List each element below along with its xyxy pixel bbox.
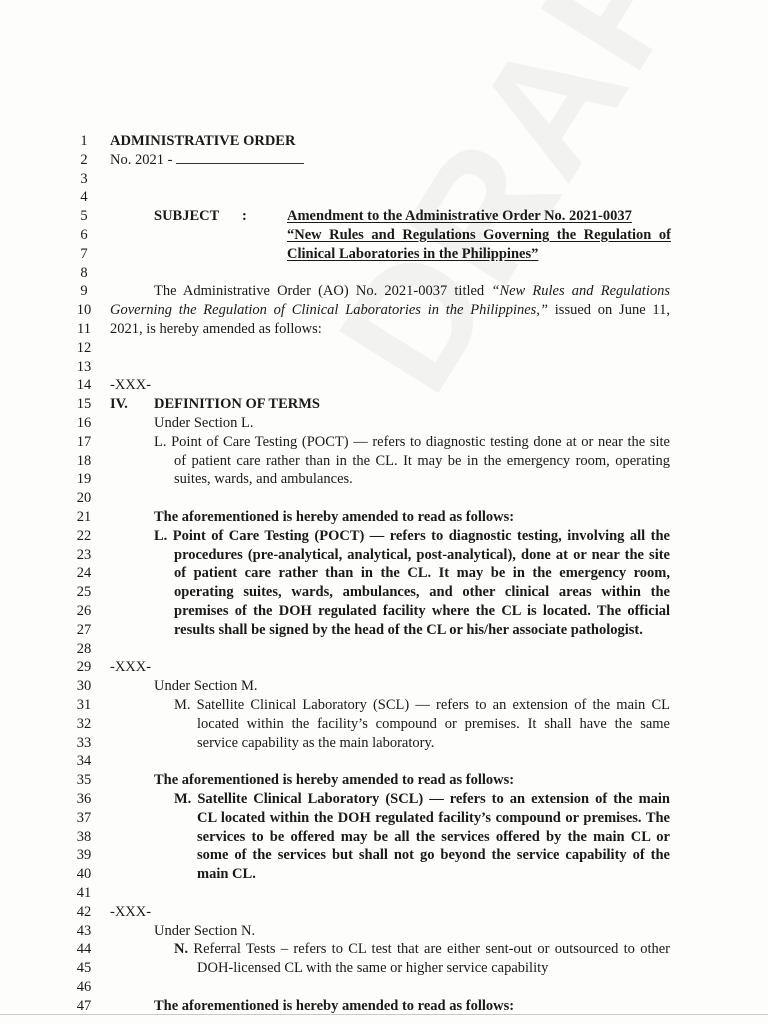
line-text: [197, 959, 548, 977]
document-line: [66, 696, 706, 714]
line-number: 35: [76, 772, 92, 789]
line-number: 42: [76, 903, 92, 920]
document-line: [66, 546, 706, 564]
document-line: [66, 151, 706, 169]
document-line: [66, 264, 706, 282]
text-run: some of the services but shall not go beyond the service capability of the: [197, 847, 670, 864]
line-text: [110, 132, 295, 150]
document-line: [66, 884, 706, 902]
text-run: The aforementioned is hereby amended to read as follows:: [154, 772, 515, 789]
line-number: 3: [80, 170, 88, 187]
document-line: [66, 978, 706, 996]
line-number: 9: [80, 283, 88, 300]
document-line: [66, 188, 706, 206]
document-line: [66, 790, 706, 808]
line-text: [154, 527, 670, 545]
text-run: procedures (pre-analytical, analytical, post-analytical), done at or near the site: [174, 546, 670, 563]
line-number: 6: [80, 227, 88, 243]
text-run: M. Satellite Clinical Laboratory (SCL) — refers to an extension of the main: [174, 791, 670, 807]
line-text: [174, 470, 353, 488]
line-number: 28: [76, 640, 92, 657]
document-line: [66, 621, 706, 639]
line-text: [154, 433, 670, 451]
text-run: Referral Tests – refers to CL test that are either sent-out or outsourced to other: [188, 941, 670, 958]
text-run: operating suites, wards, ambulances, and other clinical areas within the: [174, 584, 670, 601]
line-number: 37: [76, 809, 92, 826]
text-run: Under Section L.: [154, 415, 254, 431]
text-run: service capability as the main laboratory.: [197, 734, 435, 751]
text-run: of patient care rather than in the CL. It may be in the emergency room, operating: [174, 452, 670, 469]
line-number: 18: [76, 452, 92, 469]
document-line: [66, 865, 706, 883]
line-number: 19: [76, 471, 92, 488]
line-number: 17: [76, 433, 92, 450]
line-text: [197, 865, 256, 883]
document-line: [66, 452, 706, 470]
line-number: 40: [76, 866, 92, 883]
line-number: 34: [76, 753, 92, 770]
line-text: Clinical Laboratories in the Philippines”: [287, 245, 539, 262]
text-run: M. Satellite Clinical Laboratory (SCL) — refers to an extension of the main CL: [174, 697, 670, 713]
line-text: [197, 828, 670, 846]
line-number: 10: [76, 302, 92, 319]
document-line: [66, 809, 706, 827]
line-text: :: [242, 208, 247, 225]
line-number: 11: [77, 321, 91, 337]
line-text: IV.: [110, 396, 128, 413]
line-number: 44: [76, 941, 92, 958]
line-number: 12: [76, 339, 92, 356]
text-run: -XXX-: [110, 659, 152, 676]
text-run: issued on June 11,: [548, 302, 670, 319]
document-line: [66, 583, 706, 601]
document-line: [66, 640, 706, 658]
text-run: “New Rules and Regulations: [491, 283, 670, 300]
document-line: [66, 997, 706, 1015]
document-line: [66, 602, 706, 620]
text-run: Governing the Regulation of Clinical Laboratories in the Philippines,”: [110, 302, 548, 319]
line-number: 8: [80, 264, 88, 281]
line-text: [110, 320, 322, 338]
document-line: [66, 376, 706, 394]
line-text: [154, 677, 258, 695]
page-bottom-edge: [0, 1014, 768, 1015]
document-line: [66, 132, 706, 150]
line-text: [154, 508, 514, 526]
line-number: 2: [80, 151, 88, 168]
line-number: 38: [76, 828, 92, 845]
document-line: [66, 846, 706, 864]
line-number: 24: [76, 565, 92, 582]
text-run: L. Point of Care Testing (POCT) — refers to diagnostic testing, involving all the: [154, 527, 670, 544]
text-run: results shall be signed by the head of the CL or his/her associate pathologist.: [174, 621, 643, 638]
line-number: 39: [76, 847, 92, 864]
order-number-blank: [176, 151, 304, 164]
document-line: [66, 677, 706, 695]
line-number: 23: [76, 546, 92, 563]
text-run: N.: [174, 941, 189, 958]
line-text: [154, 282, 670, 300]
document-line: [66, 734, 706, 752]
line-number: 36: [76, 791, 92, 807]
document-line: [66, 508, 706, 526]
document-line: [66, 752, 706, 770]
document-line: [66, 282, 706, 300]
document-line: [66, 395, 706, 413]
document-line: [66, 320, 706, 338]
document-line: [66, 301, 706, 319]
line-text: [154, 922, 255, 940]
document-line: [66, 433, 706, 451]
line-number: 46: [76, 979, 92, 995]
line-number: 7: [80, 245, 88, 262]
document-line: [66, 414, 706, 432]
line-text: [110, 376, 151, 394]
text-run: Under Section N.: [154, 922, 256, 939]
line-number: 22: [76, 527, 92, 544]
line-text: [154, 997, 514, 1015]
line-text: [174, 546, 670, 564]
line-number: 45: [76, 960, 92, 977]
text-run: CL located within the DOH regulated facility’s compound or premises. The: [197, 809, 670, 826]
line-number: 16: [76, 415, 92, 431]
line-number: 15: [76, 396, 92, 413]
line-number: 47: [76, 997, 92, 1014]
text-run: -XXX-: [110, 903, 152, 920]
line-number: 5: [80, 208, 88, 225]
text-run: main CL.: [197, 866, 256, 883]
text-run: premises of the DOH regulated facility where the CL is located. The official: [174, 603, 670, 619]
line-number: 4: [80, 189, 88, 206]
text-run: services to be offered may be all the services offered by the main CL or: [197, 828, 670, 845]
text-run: L. Point of Care Testing (POCT) — refers to diagnostic testing done at or near the site: [154, 433, 670, 450]
document-line: [66, 470, 706, 488]
text-run: Under Section M.: [154, 678, 258, 695]
line-number: 20: [76, 490, 92, 507]
line-text: [197, 734, 434, 752]
line-number: 21: [76, 509, 92, 525]
line-text: [154, 414, 253, 432]
line-text: [174, 790, 670, 808]
line-number: 29: [76, 659, 92, 676]
text-run: of patient care rather than in the CL. It may be in the emergency room,: [174, 565, 670, 582]
line-text: [110, 658, 151, 676]
line-number: 1: [80, 133, 88, 149]
line-number: 26: [76, 603, 92, 619]
line-number: 30: [76, 678, 92, 695]
line-text: DEFINITION OF TERMS: [154, 396, 320, 413]
line-text: [174, 452, 670, 470]
text-run: The aforementioned is hereby amended to read as follows:: [154, 509, 515, 525]
document-line: [66, 715, 706, 733]
document-line: [66, 527, 706, 545]
line-text: “New Rules and Regulations Governing the Regulation of: [287, 227, 671, 243]
text-run: The aforementioned is hereby amended to read as follows:: [154, 997, 515, 1014]
document-line: [66, 922, 706, 940]
line-number: 43: [76, 922, 92, 939]
text-run: suites, wards, and ambulances.: [174, 471, 353, 488]
line-text: [110, 301, 670, 319]
line-number: 25: [76, 584, 92, 601]
document-line: [66, 903, 706, 921]
line-text: [110, 903, 151, 921]
line-number: 13: [76, 358, 92, 375]
line-text: [174, 583, 670, 601]
line-text: [174, 696, 670, 714]
document-line: [66, 245, 706, 263]
line-text: [110, 151, 304, 169]
text-run: The Administrative Order (AO) No. 2021-0037 titled: [154, 283, 492, 300]
text-run: 2021, is hereby amended as follows:: [110, 321, 322, 337]
line-text: [174, 602, 670, 620]
document-line: [66, 771, 706, 789]
document-line: [66, 207, 706, 225]
document-line: [66, 226, 706, 244]
line-text: [154, 771, 514, 789]
document-line: [66, 358, 706, 376]
document-line: [66, 658, 706, 676]
document-line: [66, 170, 706, 188]
line-number: 41: [76, 885, 92, 901]
text-run: -XXX-: [110, 377, 152, 394]
line-number: 14: [76, 377, 92, 394]
line-text: [197, 846, 670, 864]
line-number: 27: [76, 621, 92, 638]
document-line: [66, 339, 706, 357]
line-text: Amendment to the Administrative Order No. 2021-0037: [287, 208, 632, 225]
line-text: [174, 940, 670, 958]
document-line: [66, 564, 706, 582]
line-text: [174, 564, 670, 582]
line-number: 32: [76, 715, 92, 732]
document-line: [66, 940, 706, 958]
document-line: [66, 828, 706, 846]
text-run: No. 2021 -: [110, 151, 177, 168]
line-text: [174, 621, 643, 639]
text-run: ADMINISTRATIVE ORDER: [110, 133, 296, 149]
line-number: 33: [76, 734, 92, 751]
text-run: located within the facility’s compound or premises. It shall have the same: [197, 715, 670, 732]
document-line: [66, 489, 706, 507]
line-text: [197, 715, 670, 733]
line-number: 31: [76, 697, 92, 713]
text-run: DOH-licensed CL with the same or higher service capability: [197, 960, 549, 977]
line-text: [197, 809, 670, 827]
line-text: SUBJECT: [154, 208, 220, 225]
document-line: [66, 959, 706, 977]
